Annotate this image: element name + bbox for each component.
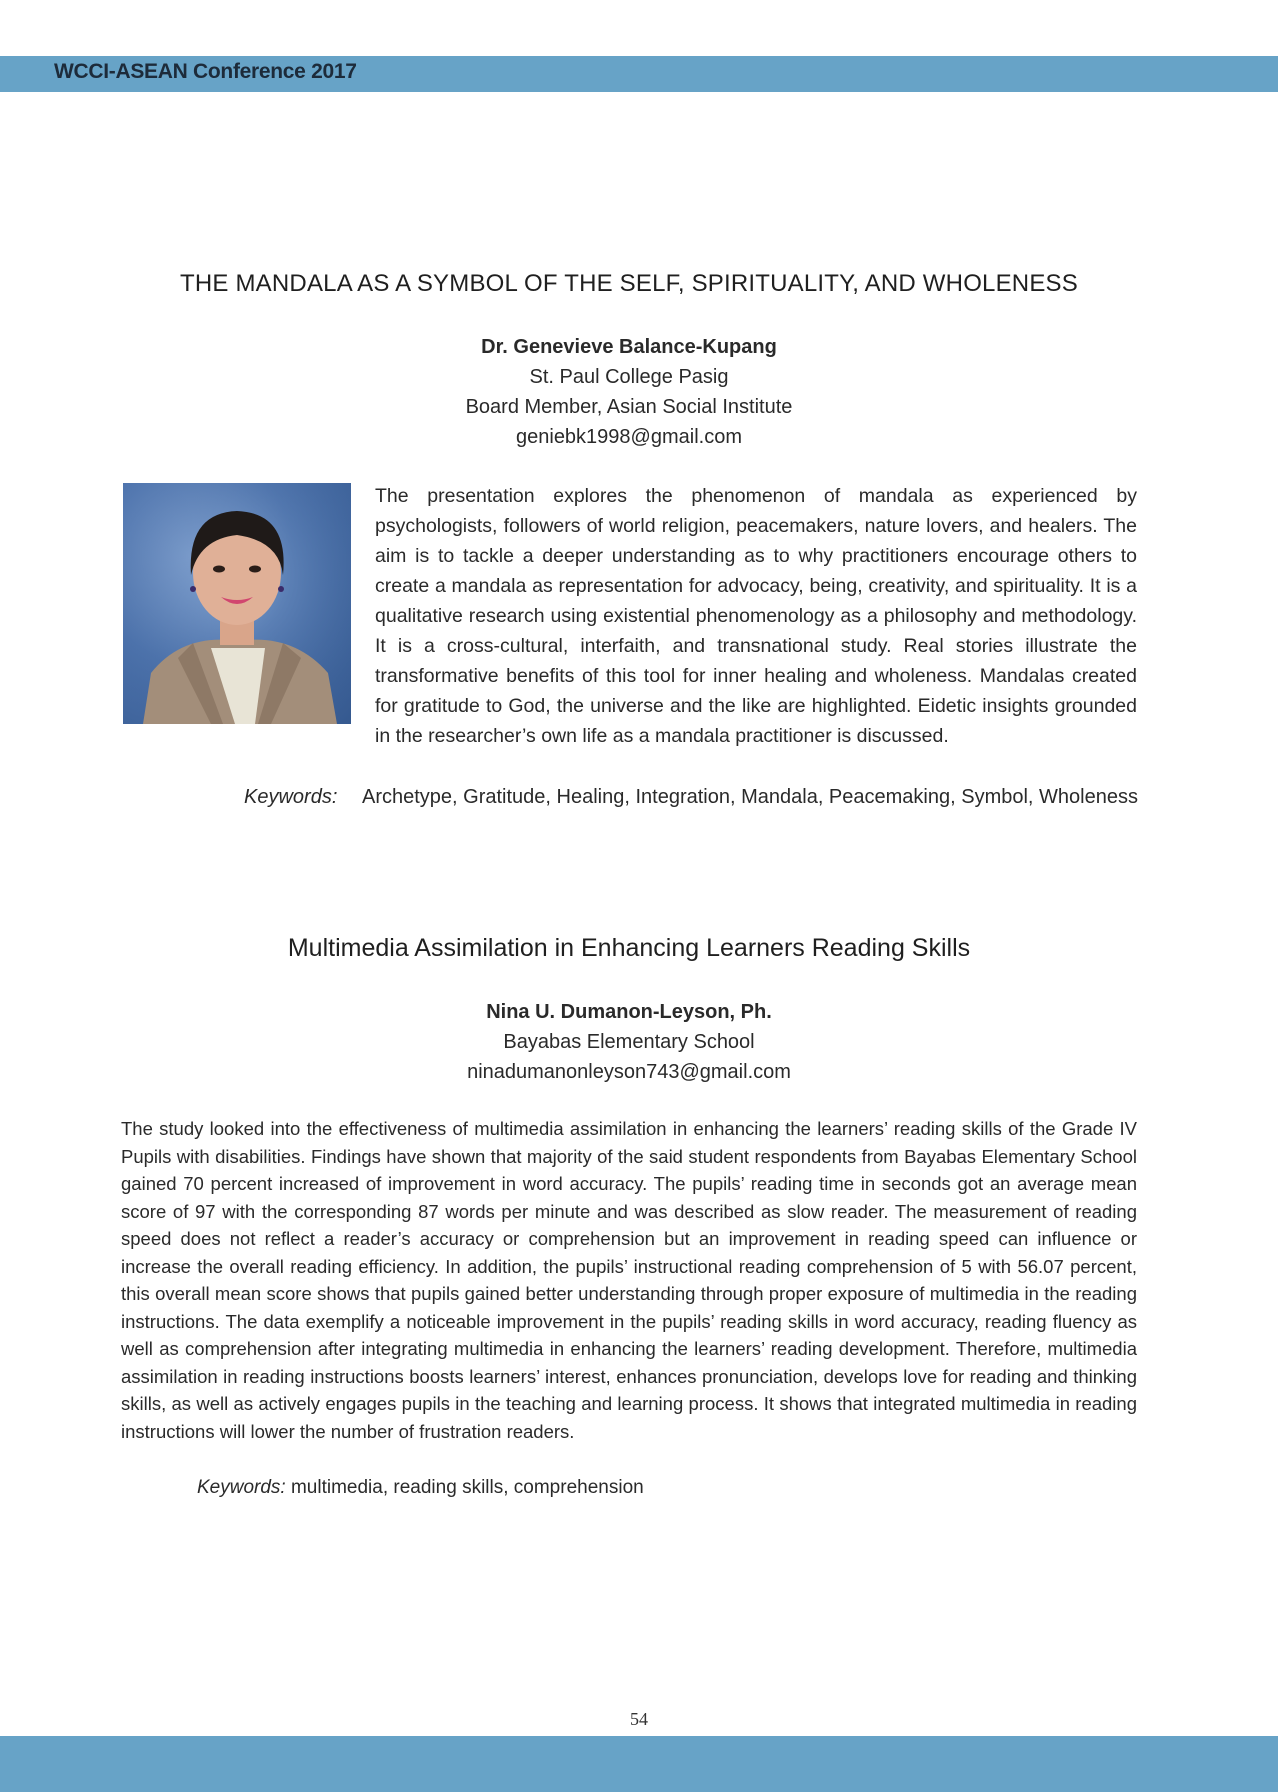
article2-keywords: multimedia, reading skills, comprehension (290, 1477, 644, 1498)
article1-keywords: Archetype, Gratitude, Healing, Integration, Mandala, Peacemaking, Symbol, Wholeness (362, 786, 1138, 808)
article1-keywords-label: Keywords: (244, 786, 338, 808)
article1-abstract: The presentation explores the phenomenon of mandala as experienced by psychologists, followers of world religion, peacemakers, nature lovers, and healers. The aim is to tackle a deeper understanding as to why practitioners encourage others to create a mandala as representation for advocacy, being, creativity, and spirituality. It is a qualitative research using existential phenomenology as a philosophy and methodology. It is a cross-cultural, interfaith, and transnational study. Real stories illustrate the transformative benefits of this tool for inner healing and wholeness. Mandalas created for gratitude to God, the universe and the like are highlighted. Eidetic insights grounded in the researcher’s own life as a mandala practitioner is discussed. (375, 485, 1137, 747)
author-photo (123, 483, 351, 724)
footer-band (0, 1736, 1278, 1792)
article2-author: Nina U. Dumanon-Leyson, Ph. (486, 1001, 772, 1023)
article2-affiliation: Bayabas Elementary School (503, 1031, 755, 1053)
article1-title: THE MANDALA AS A SYMBOL OF THE SELF, SPIRITUALITY, AND WHOLENESS (180, 270, 1078, 297)
page-number: 54 (630, 1709, 648, 1729)
article1-email: geniebk1998@gmail.com (516, 426, 742, 448)
article1-abstract-block (121, 481, 1137, 751)
article1-affiliation: St. Paul College Pasig (529, 366, 729, 388)
article2-email: ninadumanonleyson743@gmail.com (467, 1061, 791, 1083)
header-band (0, 56, 1278, 92)
author-portrait-image (123, 483, 351, 724)
article2-author-block (0, 997, 1258, 1087)
article2-abstract: The study looked into the effectiveness of multimedia assimilation in enhancing the learners’ reading skills of the Grade IV Pupils with disabilities. Findings have shown that majority of the said student respondents from Bayabas Elementary School gained 70 percent increased of improvement in word accuracy. The pupils’ reading time in seconds got an average mean score of 97 with the corresponding 87 words per minute and was described as slow reader. The measurement of reading speed does not reflect a reader’s accuracy or comprehension but an improvement in reading speed can influence or increase the overall reading efficiency. In addition, the pupils’ instructional reading comprehension of 5 with 56.07 percent, this overall mean score shows that pupils gained better understanding through proper exposure of multimedia in the reading instructions. The data exemplify a noticeable improvement in the pupils’ reading skills in word accuracy, reading fluency as well as comprehension after integrating multimedia in enhancing the learners’ reading development. Therefore, multimedia assimilation in reading instructions boosts learners’ interest, enhances pronunciation, develops love for reading and thinking skills, as well as actively engages pupils in the teaching and learning process. It shows that integrated multimedia in reading instructions will lower the number of frustration readers. (121, 1118, 1137, 1442)
article1-author-block (0, 332, 1258, 452)
article2-keywords-label: Keywords: (197, 1477, 286, 1498)
conference-name: WCCI-ASEAN Conference 2017 (54, 60, 357, 83)
article2-keywords-line (197, 1474, 644, 1502)
article1-affiliation-2: Board Member, Asian Social Institute (465, 396, 793, 418)
article1-author: Dr. Genevieve Balance-Kupang (481, 336, 777, 358)
article2-title: Multimedia Assimilation in Enhancing Learners Reading Skills (287, 934, 971, 962)
